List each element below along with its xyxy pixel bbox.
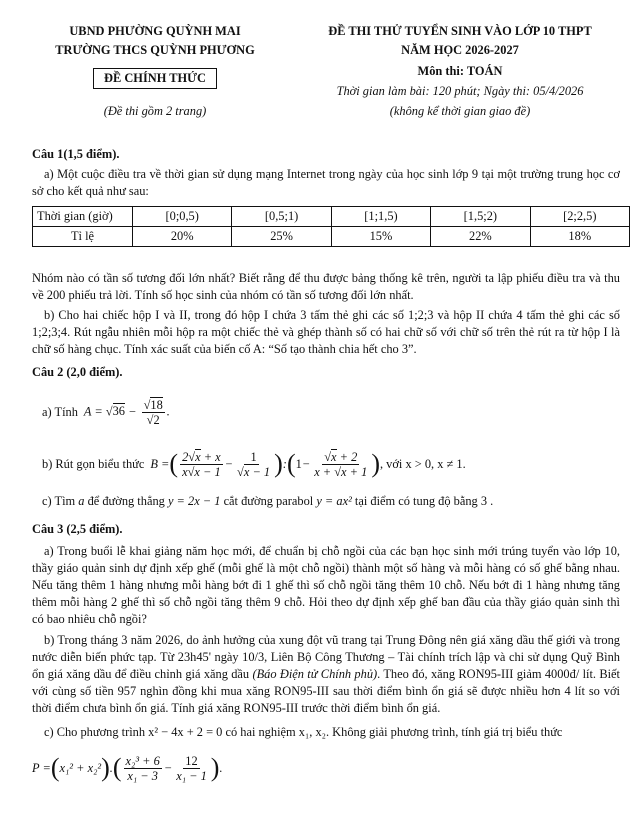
table-header-cell: [1;1,5) — [331, 207, 430, 227]
question-1-title: Câu 1(1,5 điểm). — [32, 147, 120, 161]
exam-time: Thời gian làm bài: 120 phút; Ngày thi: 05/4/2026 — [336, 84, 584, 98]
table-header-cell: [0;0,5) — [133, 207, 232, 227]
time-usage-table — [32, 206, 630, 247]
source-note: (Báo Điện tử Chính phủ) — [252, 667, 378, 681]
question-2c: c) Tìm a để đường thẳng y = 2x − 1 cắt đường parabol y = ax² tại điểm có tung độ bằng 3 . — [42, 494, 494, 508]
table-row-label: Tỉ lệ — [33, 227, 133, 247]
school-authority: UBND PHƯỜNG QUỲNH MAI — [69, 24, 241, 38]
table-cell: 15% — [331, 227, 430, 247]
page-count-note: (Đề thi gồm 2 trang) — [103, 104, 207, 118]
official-badge: ĐỀ CHÍNH THỨC — [93, 68, 217, 89]
table-cell: 25% — [232, 227, 331, 247]
table-header-cell: [0,5;1) — [232, 207, 331, 227]
question-2-title: Câu 2 (2,0 điểm). — [32, 365, 123, 379]
question-1a-text: Nhóm nào có tần số tương đối lớn nhất? Biết rằng để thu được bảng thống kê trên, người ta lập phiếu điều tra và thu về 200 phiếu trả lời. Tính số học sinh của nhóm có tần số tương đối lớn nhất. — [32, 271, 620, 302]
question-2a — [42, 394, 170, 430]
question-1a-intro: a) Một cuộc điều tra về thời gian sử dụng mạng Internet trong ngày của học sinh lớp 9 tại một trường trung học cơ sở cho kết quả như sau: — [32, 167, 620, 198]
official-box-wrap — [84, 68, 226, 89]
question-2a-label: a) Tính — [42, 404, 78, 419]
table-header-cell: [2;2,5) — [530, 207, 629, 227]
question-3c-text: c) Cho phương trình x² − 4x + 2 = 0 có hai nghiệm x₁, x₂. Không giải phương trình, tính giá trị biểu thức — [44, 725, 563, 739]
question-2b-label: b) Rút gọn biểu thức — [42, 456, 145, 471]
question-2c-pre: c) Tìm — [42, 494, 76, 508]
question-3-title: Câu 3 (2,5 điểm). — [32, 522, 123, 536]
exam-subject: Môn thi: TOÁN — [417, 64, 503, 78]
exam-time-note: (không kể thời gian giao đề) — [389, 104, 531, 118]
question-2b-condition: , với x > 0, x ≠ 1. — [379, 456, 466, 471]
table-header-cell: [1,5;2) — [431, 207, 530, 227]
question-2c-mid2: cắt đường parabol — [223, 494, 314, 508]
table-header-row — [33, 207, 630, 227]
school-year: NĂM HỌC 2026-2027 — [401, 43, 519, 57]
question-1b-text: b) Cho hai chiếc hộp I và II, trong đó hộp I chứa 3 tấm thẻ ghi các số 1;2;3 và hộp II chứa 4 tấm thẻ ghi các số 1;2;3;4. Rút ngẫu nhiên mỗi hộp ra một chiếc thẻ và ghép thành số có hai chữ số với chữ số trên thẻ rút ra từ hộp I là chữ số hàng chục. Tính xác suất của biến cố A: “Số tạo thành chia hết cho 3”. — [32, 308, 620, 356]
question-2b — [42, 444, 466, 484]
school-name: TRƯỜNG THCS QUỲNH PHƯƠNG — [55, 43, 255, 57]
question-2c-post: tại điểm có tung độ bằng 3 . — [354, 494, 494, 508]
formula-2b: B = ( $\frac{2√x + x}{x√x - 1}$ − $\frac{1}{√x - 1}$ ) : ( 1 − $\frac{√x + 2}{x + √x + 1}$ ) — [150, 449, 380, 479]
question-3b-text: b) Trong tháng 3 năm 2026, do ảnh hưởng của xung đột vũ trang tại Trung Đông nên giá xăng dầu thế giới và trong nước diễn biến phức tạp. Từ 23h45' ngày 10/3, Liên Bộ Công Thương – Tài chính trích lập và chi sử dụng Quỹ Bình ổn giá xăng dầu để điều chỉnh giá xăng dầu (Báo Điện tử Chính phủ). Theo đó, xăng RON95-III giảm 4000đ/ lít. Biết với cùng số tiền 957 nghìn đồng khi mua xăng RON95-III sau thời điểm bình ổn giá sẽ được nhiều hơn 4 lít so với thời điểm chưa bình ổn giá. Tính giá xăng RON95-III trước thời điểm bình ổn giá. — [32, 633, 620, 715]
table-cell: 22% — [431, 227, 530, 247]
table-row — [33, 227, 630, 247]
table-cell: 20% — [133, 227, 232, 247]
formula-3c: P = ( x₁² + x₂² ) . ( $\frac{\text{x₂³ + 6}}{\text{x₁ − 3}}$ − $\frac{12}{\text{x₁ − 1}}$ ) . — [32, 753, 223, 783]
formula-2a: A = √36 − $\frac{√18}{√2}$ . — [83, 397, 170, 427]
question-2c-mid: để đường thẳng — [87, 494, 165, 508]
table-cell: 18% — [530, 227, 629, 247]
question-3a-text: a) Trong buổi lễ khai giảng năm học mới, để chuẩn bị chỗ ngồi của các bạn học sinh mới trúng tuyển vào lớp 10, thầy giáo quản sinh dự định xếp ghế (mỗi ghế là một chỗ ngồi) thành một số hàng và mỗi hàng có số ghế bằng nhau. Nếu tăng thêm 1 hàng nhưng mỗi hàng bớt đi 1 ghế thì số chỗ ngồi tăng thêm 10 chỗ. Nếu bớt đi 1 hàng nhưng tăng thêm mỗi hàng 2 ghế thì số chỗ ngồi tăng thêm 9 chỗ. Hỏi theo dự định xếp ghế ban đầu của thầy giáo quản sinh thì có bao nhiêu chỗ ngồi? — [32, 544, 620, 626]
table-header-cell: Thời gian (giờ) — [33, 207, 133, 227]
exam-title: ĐỀ THI THỬ TUYỂN SINH VÀO LỚP 10 THPT — [328, 24, 592, 38]
